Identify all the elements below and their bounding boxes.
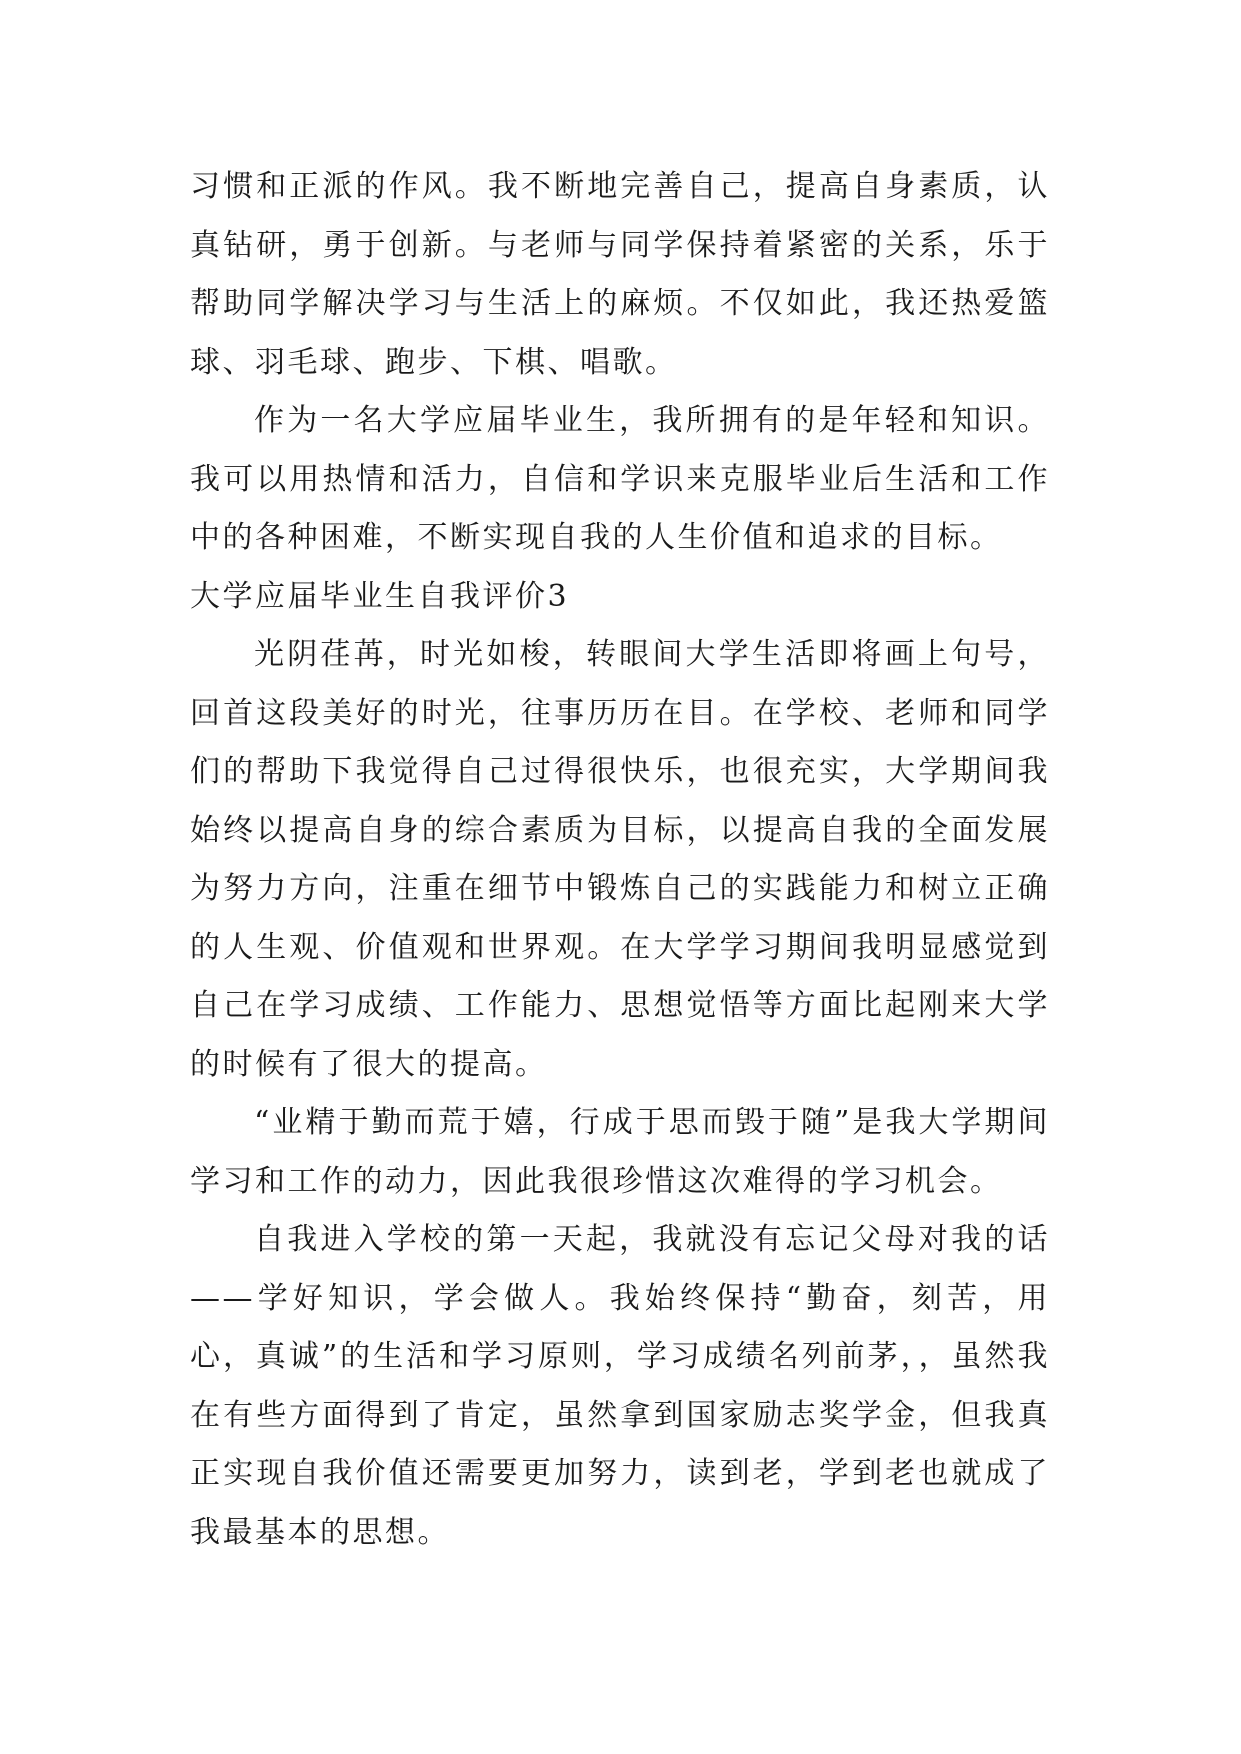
document-body	[190, 158, 1050, 1562]
section-heading: 大学应届毕业生自我评价3	[190, 578, 570, 614]
paragraph-continuation: 习惯和正派的作风。我不断地完善自己，提高自身素质，认真钻研，勇于创新。与老师与同学保持着紧密的关系，乐于帮助同学解决学习与生活上的麻烦。不仅如此，我还热爱篮球、羽毛球、跑步、下棋、唱歌。	[190, 169, 1050, 380]
paragraph-time-flies: 光阴荏苒，时光如梭，转眼间大学生活即将画上句号，回首这段美好的时光，往事历历在目。在学校、老师和同学们的帮助下我觉得自己过得很快乐，也很充实，大学期间我始终以提高自身的综合素质为目标，以提高自我的全面发展为努力方向，注重在细节中锻炼自己的实践能力和树立正确的人生观、价值观和世界观。在大学学习期间我明显感觉到自己在学习成绩、工作能力、思想觉悟等方面比起刚来大学的时候有了很大的提高。	[190, 637, 1050, 1082]
paragraph-first-day: 自我进入学校的第一天起，我就没有忘记父母对我的话——学好知识，学会做人。我始终保持“勤奋，刻苦，用心，真诚”的生活和学习原则，学习成绩名列前茅，，虽然我在有些方面得到了肯定，虽然拿到国家励志奖学金，但我真正实现自我价值还需要更加努力，读到老，学到老也就成了我最基本的思想。	[190, 1222, 1050, 1550]
paragraph-graduate-youth: 作为一名大学应届毕业生，我所拥有的是年轻和知识。我可以用热情和活力，自信和学识来克服毕业后生活和工作中的各种困难，不断实现自我的人生价值和追求的目标。	[190, 403, 1050, 555]
paragraph-motto: “业精于勤而荒于嬉，行成于思而毁于随”是我大学期间学习和工作的动力，因此我很珍惜这次难得的学习机会。	[190, 1105, 1050, 1199]
